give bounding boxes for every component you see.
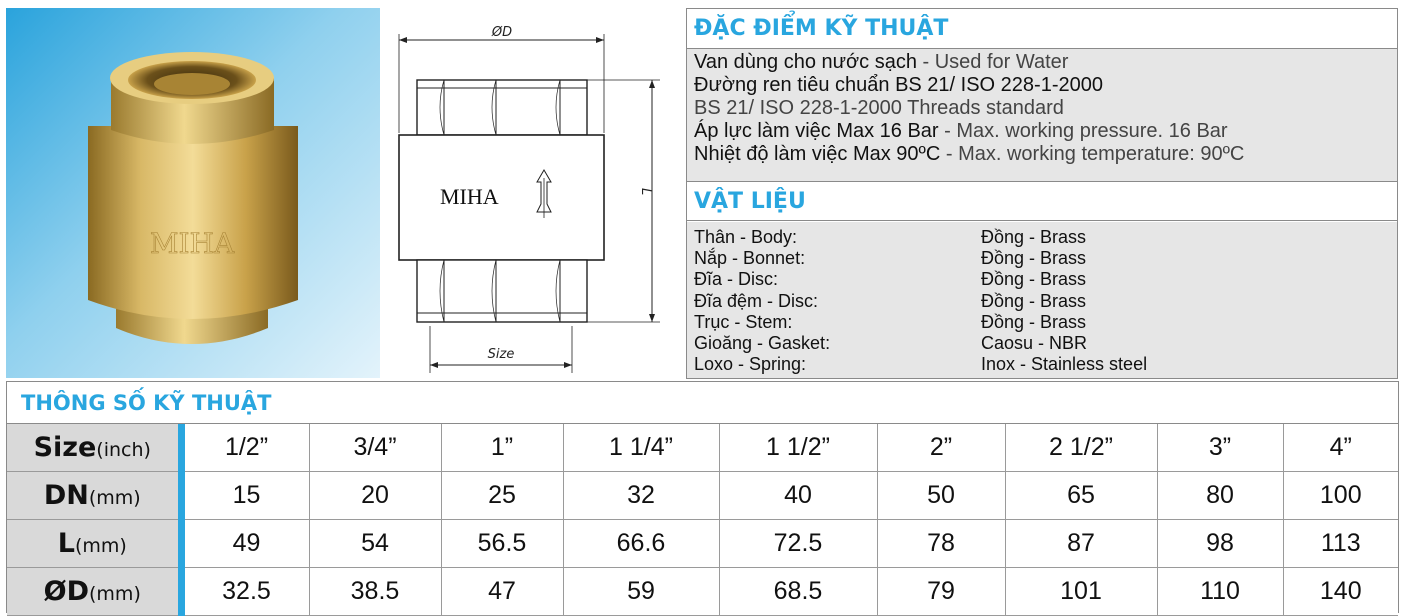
size-dimension-label: Size bbox=[487, 347, 515, 362]
valve-dimension-drawing bbox=[380, 8, 686, 378]
engraved-brand: MIHA bbox=[149, 227, 235, 260]
table-cell: 65 bbox=[1005, 472, 1157, 520]
technical-drawing bbox=[380, 8, 686, 378]
table-cell: 68.5 bbox=[719, 568, 877, 616]
table-row bbox=[7, 424, 1398, 472]
table-cell: 78 bbox=[877, 520, 1005, 568]
row-header bbox=[7, 520, 181, 568]
table-cell: 113 bbox=[1283, 520, 1398, 568]
table-row bbox=[7, 568, 1398, 616]
table-cell: 40 bbox=[719, 472, 877, 520]
table-cell: 101 bbox=[1005, 568, 1157, 616]
length-dimension-label: L bbox=[638, 188, 653, 196]
specification-table-title: THÔNG SỐ KỸ THUẬT bbox=[7, 382, 1398, 424]
table-cell: 79 bbox=[877, 568, 1005, 616]
table-cell: 1 1/4” bbox=[563, 424, 719, 472]
table-cell: 25 bbox=[441, 472, 563, 520]
drawing-brand-label: MIHA bbox=[440, 184, 499, 209]
feature-line: Đường ren tiêu chuẩn BS 21/ ISO 228-1-2000 bbox=[694, 74, 1103, 96]
table-cell: 32.5 bbox=[181, 568, 309, 616]
table-cell: 15 bbox=[181, 472, 309, 520]
table-cell: 32 bbox=[563, 472, 719, 520]
table-cell: 87 bbox=[1005, 520, 1157, 568]
table-cell: 3/4” bbox=[309, 424, 441, 472]
technical-features-list bbox=[687, 49, 1397, 181]
table-row bbox=[7, 472, 1398, 520]
row-header-label: ØD bbox=[43, 576, 90, 607]
row-header bbox=[7, 424, 181, 472]
row-header-label: DN bbox=[43, 480, 89, 511]
specifications-panel bbox=[686, 8, 1398, 379]
product-photo bbox=[6, 8, 380, 378]
table-cell: 50 bbox=[877, 472, 1005, 520]
brass-check-valve-image bbox=[6, 8, 380, 378]
table-cell: 98 bbox=[1157, 520, 1283, 568]
table-cell: 110 bbox=[1157, 568, 1283, 616]
row-header-unit: (mm) bbox=[88, 487, 141, 509]
technical-features-heading: ĐẶC ĐIỂM KỸ THUẬT bbox=[687, 9, 1397, 49]
table-cell: 49 bbox=[181, 520, 309, 568]
od-dimension-label: ØD bbox=[491, 25, 513, 40]
material-row: Gioăng - Gasket: Caosu - NBR bbox=[694, 333, 1088, 354]
material-row: Trục - Stem: Đồng - Brass bbox=[694, 311, 1087, 332]
table-cell: 1” bbox=[441, 424, 563, 472]
material-row: Đĩa đệm - Disc: Đồng - Brass bbox=[694, 290, 1087, 311]
materials-heading: VẬT LIỆU bbox=[687, 181, 1397, 221]
material-row: Đĩa - Disc: Đồng - Brass bbox=[694, 269, 1087, 290]
table-cell: 4” bbox=[1283, 424, 1398, 472]
table-cell: 56.5 bbox=[441, 520, 563, 568]
table-row bbox=[7, 520, 1398, 568]
table-cell: 72.5 bbox=[719, 520, 877, 568]
row-header-label: L bbox=[57, 528, 75, 559]
table-cell: 38.5 bbox=[309, 568, 441, 616]
table-cell: 80 bbox=[1157, 472, 1283, 520]
feature-line: Van dùng cho nước sạch - Used for Water bbox=[694, 51, 1069, 73]
row-header-unit: (mm) bbox=[89, 583, 141, 605]
table-cell: 1/2” bbox=[181, 424, 309, 472]
feature-line: BS 21/ ISO 228-1-2000 Threads standard bbox=[694, 97, 1064, 119]
table-cell: 47 bbox=[441, 568, 563, 616]
table-cell: 2 1/2” bbox=[1005, 424, 1157, 472]
row-header-unit: (inch) bbox=[96, 439, 151, 461]
table-cell: 59 bbox=[563, 568, 719, 616]
specification-table-block bbox=[6, 381, 1399, 613]
row-header-label: Size bbox=[33, 432, 97, 463]
material-row: Thân - Body: Đồng - Brass bbox=[694, 227, 1087, 247]
table-cell: 2” bbox=[877, 424, 1005, 472]
material-row: Loxo - Spring: Inox - Stainless steel bbox=[694, 354, 1148, 375]
row-header bbox=[7, 472, 181, 520]
table-cell: 140 bbox=[1283, 568, 1398, 616]
feature-line: Áp lực làm việc Max 16 Bar - Max. working pressure. 16 Bar bbox=[694, 120, 1228, 142]
table-cell: 20 bbox=[309, 472, 441, 520]
specification-table bbox=[7, 424, 1398, 616]
table-cell: 54 bbox=[309, 520, 441, 568]
table-cell: 3” bbox=[1157, 424, 1283, 472]
feature-line: Nhiệt độ làm việc Max 90ºC - Max. working temperature: 90ºC bbox=[694, 143, 1245, 165]
table-cell: 66.6 bbox=[563, 520, 719, 568]
row-header bbox=[7, 568, 181, 616]
table-cell: 100 bbox=[1283, 472, 1398, 520]
material-row: Nắp - Bonnet: Đồng - Brass bbox=[694, 248, 1087, 269]
table-cell: 1 1/2” bbox=[719, 424, 877, 472]
row-header-unit: (mm) bbox=[74, 535, 127, 557]
materials-list bbox=[687, 222, 1397, 378]
